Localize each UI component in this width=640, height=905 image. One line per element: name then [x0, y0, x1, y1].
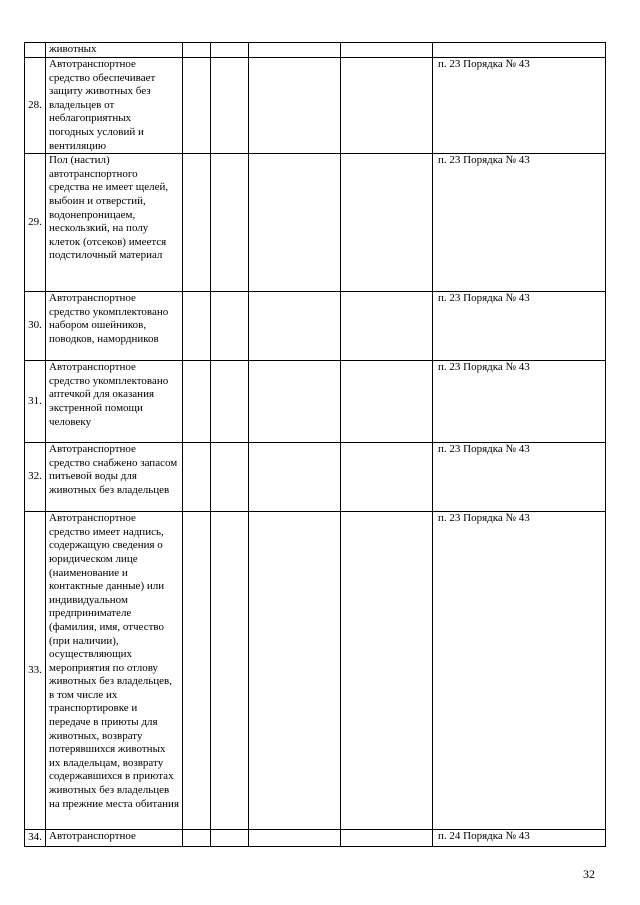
notes-cell — [341, 361, 433, 443]
answer-yes-cell — [183, 830, 211, 847]
notes-cell — [341, 443, 433, 512]
requirement-text: Автотранспортное — [46, 830, 183, 847]
legal-reference: п. 23 Порядка № 43 — [433, 512, 606, 830]
requirement-text: Автотранспортное средство укомплектовано набором ошейников, поводков, намордников — [46, 292, 183, 361]
answer-yes-cell — [183, 58, 211, 154]
table-row — [25, 58, 606, 154]
answer-no-cell — [211, 154, 249, 292]
answer-yes-cell — [183, 43, 211, 58]
requirement-text: Автотранспортное средство имеет надпись, содержащую сведения о юридическом лице (наименование и контактные данные) или индивидуальном предпринимателе (фамилия, имя, отчество (при наличии), осуществляющих мероприятия по отлову животных без владельцев, в том числе их транспортировке и передаче в приюты для животных, возврату потерявшихся животных их владельцам, возврату содержавшихся в приютах животных без владельцев на прежние места обитания — [46, 512, 183, 830]
legal-reference: п. 23 Порядка № 43 — [433, 361, 606, 443]
answer-no-cell — [211, 443, 249, 512]
answer-no-cell — [211, 512, 249, 830]
row-number: 28. — [25, 58, 46, 154]
legal-reference: п. 23 Порядка № 43 — [433, 154, 606, 292]
answer-no-cell — [211, 58, 249, 154]
table-row — [25, 43, 606, 58]
checklist-table-container — [24, 42, 606, 847]
notes-cell — [341, 58, 433, 154]
row-number: 31. — [25, 361, 46, 443]
row-number: 33. — [25, 512, 46, 830]
not-applicable-cell — [249, 43, 341, 58]
not-applicable-cell — [249, 154, 341, 292]
legal-reference: п. 23 Порядка № 43 — [433, 292, 606, 361]
row-number — [25, 43, 46, 58]
requirement-text: Автотранспортное средство обеспечивает защиту животных без владельцев от неблагоприятных погодных условий и вентиляцию — [46, 58, 183, 154]
notes-cell — [341, 512, 433, 830]
not-applicable-cell — [249, 292, 341, 361]
notes-cell — [341, 43, 433, 58]
not-applicable-cell — [249, 361, 341, 443]
requirement-text: Автотранспортное средство снабжено запасом питьевой воды для животных без владельцев — [46, 443, 183, 512]
requirement-text: животных — [46, 43, 183, 58]
table-row — [25, 443, 606, 512]
not-applicable-cell — [249, 58, 341, 154]
row-number: 30. — [25, 292, 46, 361]
table-row — [25, 292, 606, 361]
row-number: 29. — [25, 154, 46, 292]
answer-yes-cell — [183, 292, 211, 361]
answer-yes-cell — [183, 512, 211, 830]
table-row — [25, 154, 606, 292]
answer-yes-cell — [183, 443, 211, 512]
notes-cell — [341, 154, 433, 292]
notes-cell — [341, 292, 433, 361]
table-row — [25, 512, 606, 830]
not-applicable-cell — [249, 512, 341, 830]
requirement-text: Автотранспортное средство укомплектовано аптечкой для оказания экстренной помощи человеку — [46, 361, 183, 443]
requirement-text: Пол (настил) автотранспортного средства не имеет щелей, выбоин и отверстий, водонепроницаем, нескользкий, на полу клеток (отсеков) имеется подстилочный материал — [46, 154, 183, 292]
page-number: 32 — [583, 867, 595, 881]
legal-reference: п. 23 Порядка № 43 — [433, 58, 606, 154]
answer-no-cell — [211, 43, 249, 58]
answer-no-cell — [211, 361, 249, 443]
answer-no-cell — [211, 292, 249, 361]
answer-yes-cell — [183, 361, 211, 443]
legal-reference: п. 23 Порядка № 43 — [433, 443, 606, 512]
not-applicable-cell — [249, 830, 341, 847]
notes-cell — [341, 830, 433, 847]
answer-yes-cell — [183, 154, 211, 292]
legal-reference: п. 24 Порядка № 43 — [433, 830, 606, 847]
checklist-table — [24, 42, 606, 847]
table-row — [25, 830, 606, 847]
legal-reference — [433, 43, 606, 58]
row-number: 34. — [25, 830, 46, 847]
row-number: 32. — [25, 443, 46, 512]
table-body — [25, 43, 606, 847]
not-applicable-cell — [249, 443, 341, 512]
table-row — [25, 361, 606, 443]
answer-no-cell — [211, 830, 249, 847]
